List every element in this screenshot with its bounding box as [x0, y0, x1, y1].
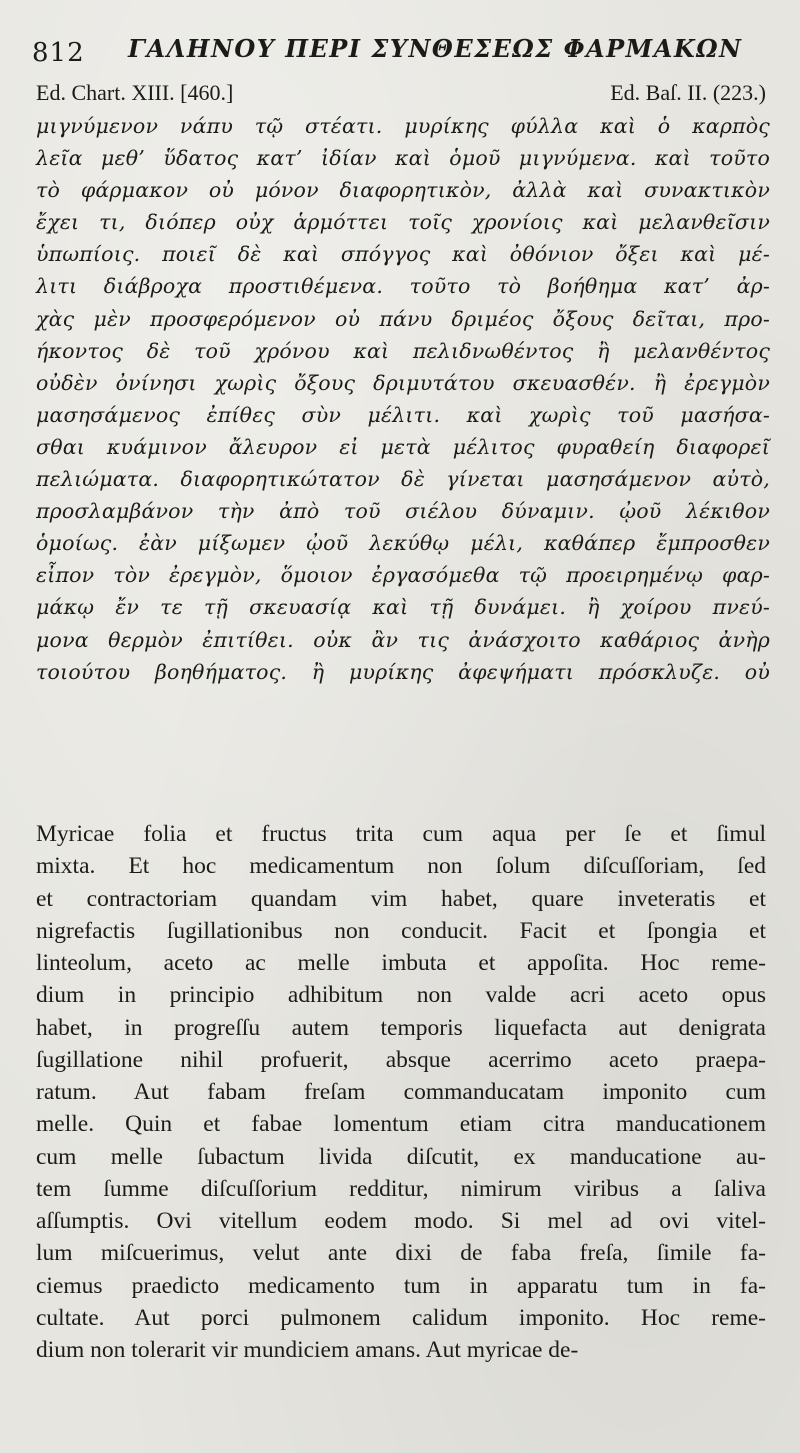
page-number: 812	[32, 38, 85, 68]
greek-text-line: τὸ φάρμακον οὐ μόνον διαφορητικὸν, ἀλλὰ καὶ συνακτικὸν	[36, 178, 770, 203]
greek-text-block	[36, 110, 770, 688]
latin-text-line: Myricae folia et fructus trita cum aqua per ſe et ſimul	[36, 821, 766, 847]
latin-text-line: dium in principio adhibitum non valde acri aceto opus	[36, 982, 766, 1009]
greek-text-line: λιτι διάβροχα προστιθέμενα. τοῦτο τὸ βοήθημα κατ’ ἀρ-	[36, 274, 770, 299]
latin-text-line: et contractoriam quandam vim habet, quare inveteratis et	[36, 885, 766, 912]
latin-text-line: cultate. Aut porci pulmonem calidum imponito. Hoc reme-	[36, 1304, 766, 1331]
greek-text-line: χὰς μὲν προσφερόμενον οὐ πάνυ δριμέος ὄξους δεῖται, προ-	[36, 306, 770, 331]
latin-text-line: nigrefactis ſugillationibus non conducit. Facit et ſpongia et	[36, 917, 766, 944]
latin-text-line: linteolum, aceto ac melle imbuta et appoſita. Hoc reme-	[36, 950, 766, 976]
greek-text-line: ήκοντος δὲ τοῦ χρόνου καὶ πελιδνωθέντος ἢ μελανθέντος	[36, 338, 770, 363]
latin-text-line: lum miſcuerimus, velut ante dixi de faba freſa, ſimile fa-	[36, 1240, 766, 1267]
greek-text-line: προσλαμβάνον τὴν ἀπὸ τοῦ σιέλου δύναμιν. ᾠοῦ λέκιθον	[36, 499, 770, 524]
edition-basel: Ed. Baſ. II. (223.)	[610, 80, 766, 105]
greek-text-line: ὑπωπίοις. ποιεῖ δὲ καὶ σπόγγος καὶ ὀθόνιον ὄξει καὶ μέ-	[36, 242, 770, 267]
running-title: ΓΑΛΗΝΟΥ ΠΕΡΙ ΣΥΝΘΕΣΕΩΣ ΦΑΡΜΑΚΩΝ	[128, 34, 743, 63]
greek-text-line: πελιώματα. διαφορητικώτατον δὲ γίνεται μασησάμενον αὐτὸ,	[36, 467, 770, 492]
latin-text-line: aſſumptis. Ovi vitellum eodem modo. Si mel ad ovi vitel-	[36, 1208, 766, 1234]
latin-text-line: cum melle ſubactum livida diſcutit, ex manducatione au-	[36, 1143, 766, 1170]
latin-text-line: ciemus praedicto medicamento tum in apparatu tum in fa-	[36, 1272, 766, 1299]
greek-text-line: τοιούτου βοηθήματος. ἢ μυρίκης ἀφεψήματι πρόσκλυζε. οὐ	[36, 659, 770, 684]
latin-text-line: mixta. Et hoc medicamentum non ſolum diſcuſſoriam, ſed	[36, 853, 766, 880]
edition-references	[36, 80, 766, 110]
latin-text-line: ratum. Aut fabam freſam commanducatam imponito cum	[36, 1079, 766, 1105]
greek-text-line: μονα θερμὸν ἐπιτίθει. οὐκ ἂν τις ἀνάσχοιτο καθάριος ἀνὴρ	[36, 627, 770, 652]
greek-text-line: λεῖα μεθ’ ὕδατος κατ’ ἰδίαν καὶ ὁμοῦ μιγνύμενα. καὶ τοῦτο	[36, 146, 770, 171]
latin-text-line: ſugillatione nihil profuerit, absque acerrimo aceto praepa-	[36, 1046, 766, 1073]
greek-text-line: εἶπον τὸν ἐρεγμὸν, ὅμοιον ἐργασόμεθα τῷ προειρημένῳ φαρ-	[36, 563, 770, 588]
edition-chartier: Ed. Chart. XIII. [460.]	[36, 80, 234, 105]
latin-text-line: habet, in progreſſu autem temporis liquefacta aut denigrata	[36, 1014, 766, 1041]
greek-text-line: μάκῳ ἔν τε τῇ σκευασίᾳ καὶ τῇ δυνάμει. ἢ χοίρου πνεύ-	[36, 595, 770, 620]
latin-text-line: tem ſumme diſcuſſorium redditur, nimirum viribus a ſaliva	[36, 1175, 766, 1202]
latin-text-block	[36, 818, 766, 1366]
running-head	[32, 30, 772, 70]
greek-text-line: σθαι κυάμινον ἄλευρον εἰ μετὰ μέλιτος φυραθείη διαφορεῖ	[36, 434, 770, 459]
greek-text-line: μασησάμενος ἐπίθες σὺν μέλιτι. καὶ χωρὶς τοῦ μασήσα-	[36, 402, 770, 427]
latin-text-line: dium non tolerarit vir mundiciem amans. Aut myricae de-	[36, 1337, 579, 1363]
greek-text-line: οὐδὲν ὀνίνησι χωρὶς ὄξους δριμυτάτου σκευασθέν. ἢ ἐρεγμὸν	[36, 370, 770, 395]
latin-text-line: melle. Quin et fabae lomentum etiam citra manducationem	[36, 1111, 766, 1138]
greek-text-line: ἔχει τι, διόπερ οὐχ ἁρμόττει τοῖς χρονίοις καὶ μελανθεῖσιν	[36, 210, 770, 235]
greek-text-line: μιγνύμενον νάπυ τῷ στέατι. μυρίκης φύλλα καὶ ὁ καρπὸς	[36, 114, 770, 138]
greek-text-line: ὁμοίως. ἐὰν μίξωμεν ᾠοῦ λεκύθῳ μέλι, καθάπερ ἔμπροσθεν	[36, 531, 770, 556]
